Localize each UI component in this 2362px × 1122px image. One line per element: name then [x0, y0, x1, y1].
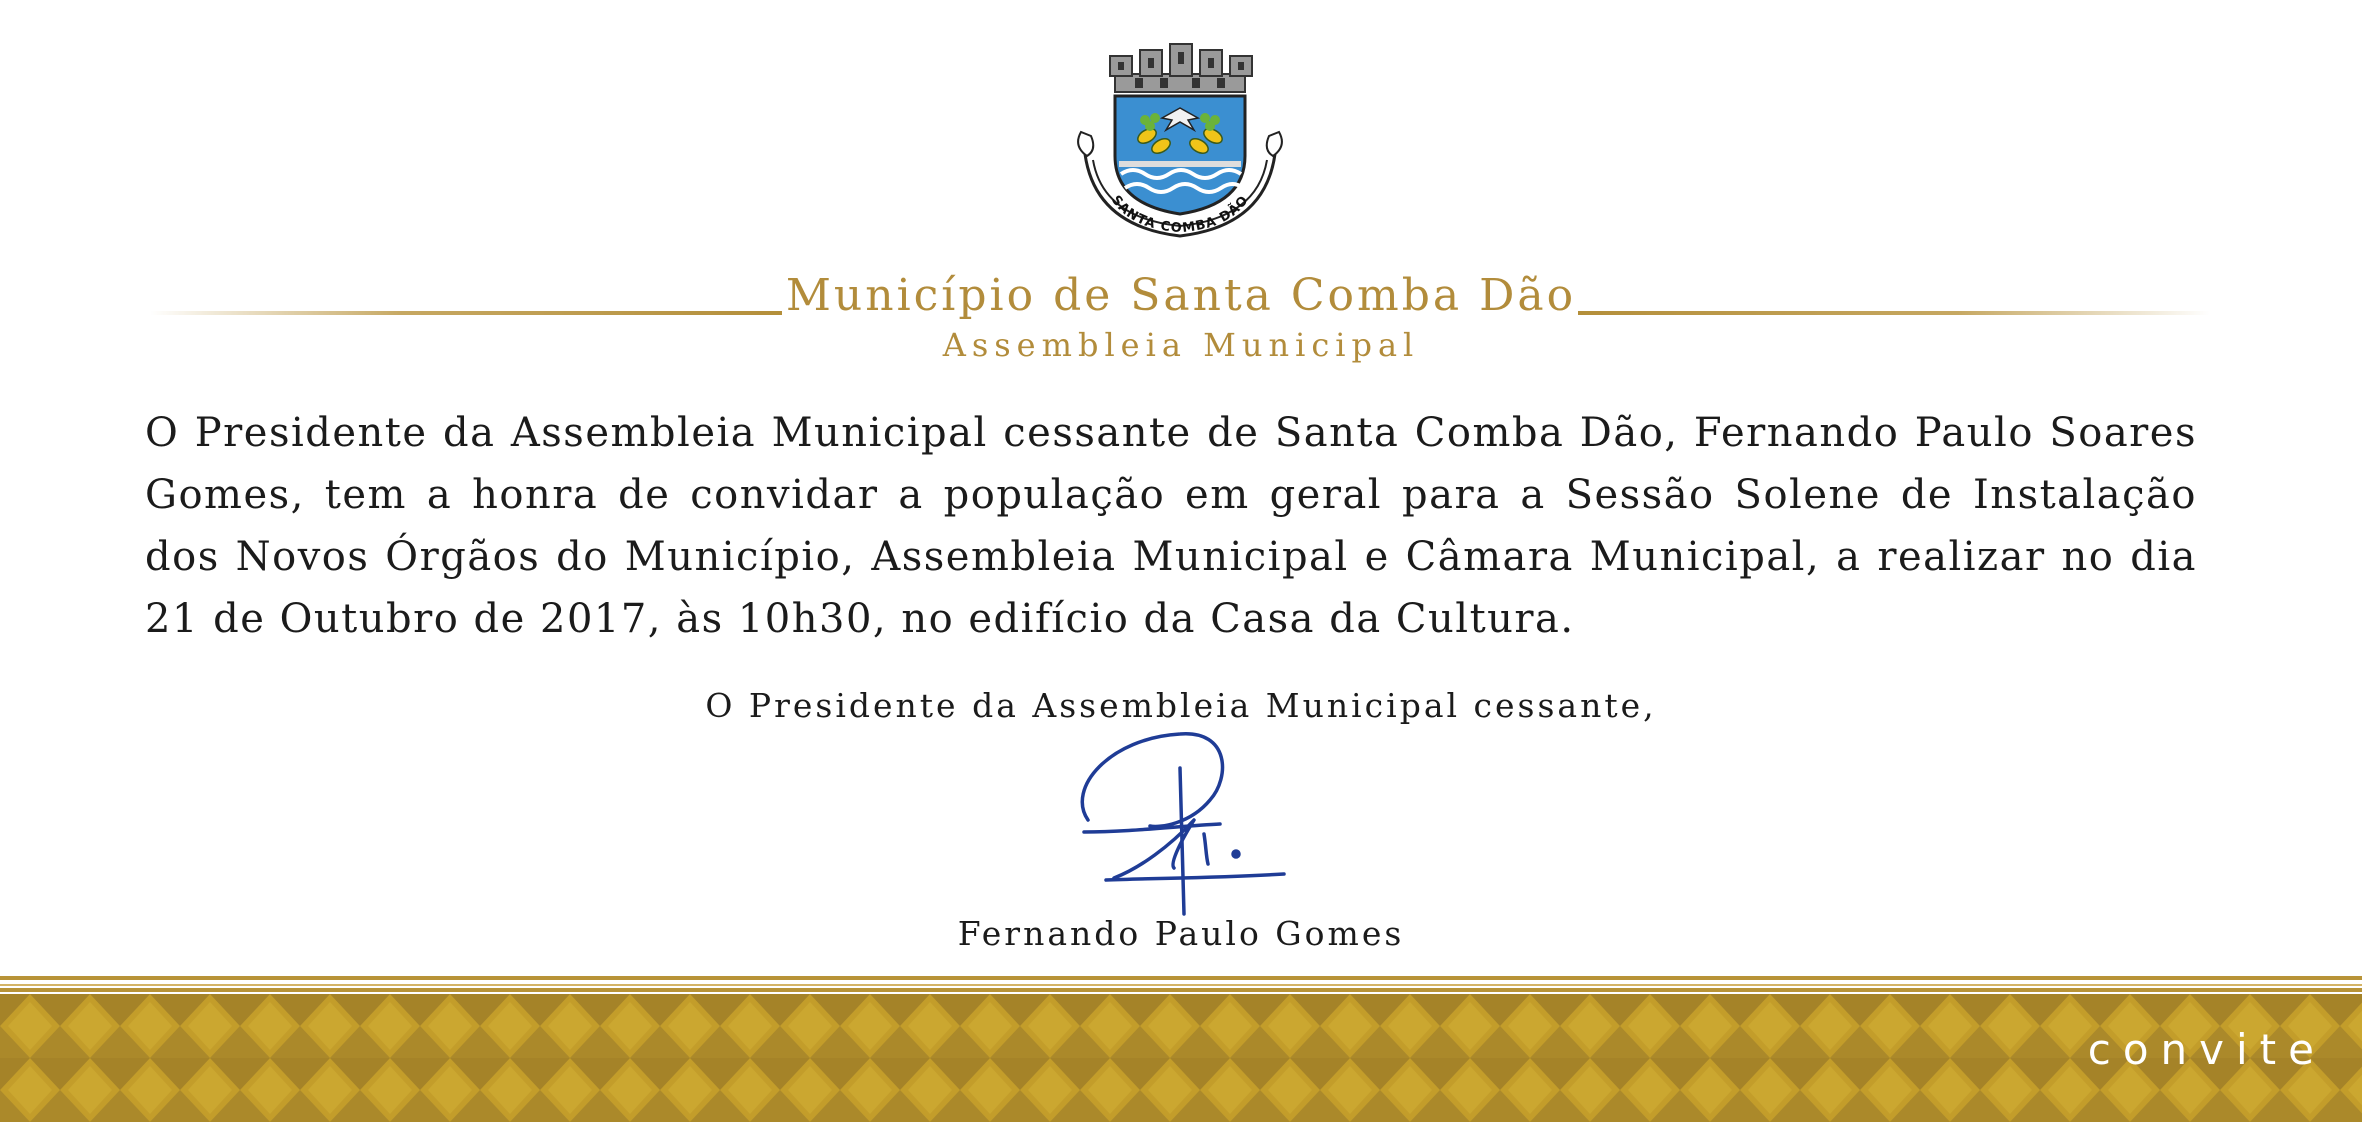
organization-title: Município de Santa Comba Dão: [785, 270, 1577, 321]
diamond-pattern: [0, 994, 2362, 1122]
invitation-label: convite: [2087, 1025, 2326, 1074]
closing-line: O Presidente da Assembleia Municipal cessante,: [705, 686, 1657, 725]
invitation-body: O Presidente da Assembleia Municipal cessante de Santa Comba Dão, Fernando Paulo Soares Gomes, tem a honra de convidar a população em geral para a Sessão Solene de Instalação dos Novos Órgãos do Município, Assembleia Municipal e Câmara Municipal, a realizar no dia 21 de Outubro de 2017, às 10h30, no edifício da Casa da Cultura.: [145, 410, 2197, 642]
svg-text:SANTA COMBA DÃO: SANTA COMBA DÃO: [1108, 192, 1253, 237]
footer-band: [0, 976, 2362, 1122]
department-subtitle: Assembleia Municipal: [942, 326, 1420, 364]
signer-name: Fernando Paulo Gomes: [957, 914, 1405, 953]
municipal-coat-of-arms: [1075, 36, 1285, 256]
signature: [1070, 728, 1290, 924]
